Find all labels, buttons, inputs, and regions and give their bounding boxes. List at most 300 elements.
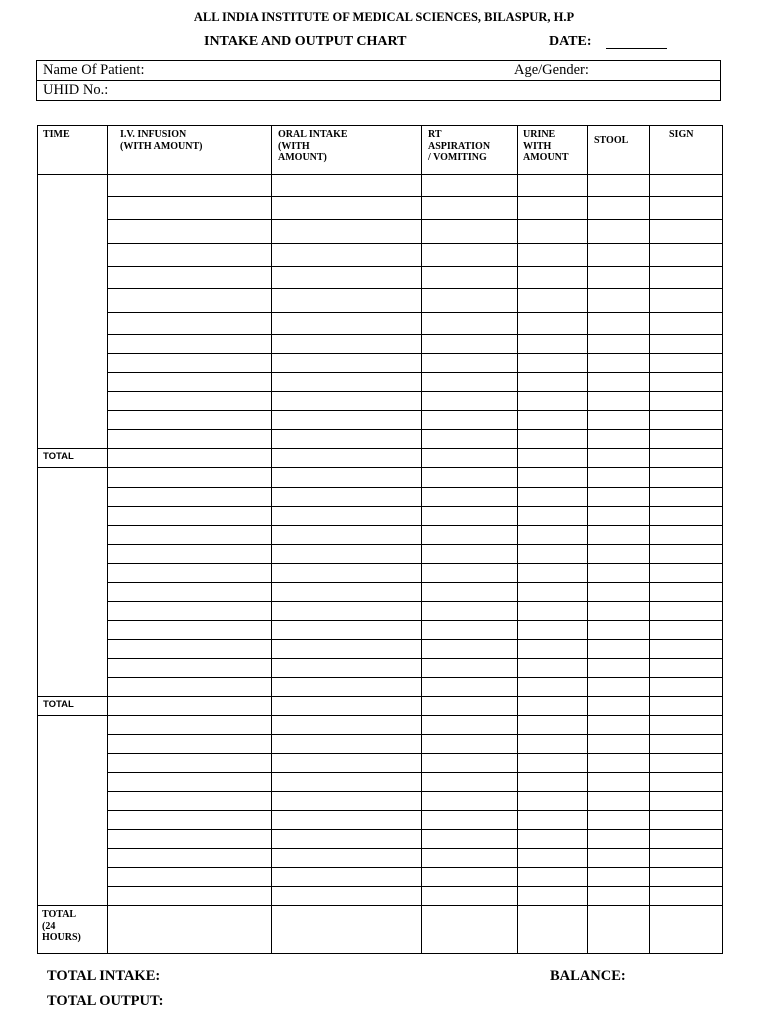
entry-cell[interactable] (588, 373, 650, 392)
column-header-time (38, 126, 108, 175)
entry-cell[interactable] (272, 354, 422, 373)
total-cell[interactable] (650, 906, 723, 954)
entry-cell[interactable] (272, 811, 422, 830)
entry-cell[interactable] (650, 244, 723, 267)
entry-cell[interactable] (108, 868, 272, 887)
entry-cell[interactable] (518, 754, 588, 773)
entry-cell[interactable] (108, 175, 272, 197)
entry-cell[interactable] (108, 267, 272, 289)
entry-cell[interactable] (650, 197, 723, 220)
entry-cell[interactable] (650, 659, 723, 678)
entry-cell[interactable] (272, 526, 422, 545)
entry-cell[interactable] (108, 244, 272, 267)
entry-cell[interactable] (650, 411, 723, 430)
table-row (38, 659, 723, 678)
total-intake-label: TOTAL INTAKE: (47, 968, 161, 984)
entry-cell[interactable] (272, 564, 422, 583)
age-gender-label: Age/Gender: (514, 62, 589, 78)
entry-cell[interactable] (422, 735, 518, 754)
total-cell[interactable] (422, 906, 518, 954)
entry-cell[interactable] (108, 507, 272, 526)
entry-cell[interactable] (108, 564, 272, 583)
column-header-oral-intake (272, 126, 422, 175)
entry-cell[interactable] (588, 887, 650, 906)
entry-cell[interactable] (518, 289, 588, 313)
entry-cell[interactable] (108, 773, 272, 792)
entry-cell[interactable] (650, 335, 723, 354)
entry-cell[interactable] (108, 411, 272, 430)
entry-cell[interactable] (518, 175, 588, 197)
total-row (38, 697, 723, 716)
total-24-hours-text: HOURS) (42, 932, 81, 943)
entry-cell[interactable] (518, 313, 588, 335)
entry-cell[interactable] (650, 830, 723, 849)
table-row (38, 411, 723, 430)
entry-cell[interactable] (272, 468, 422, 488)
entry-cell[interactable] (650, 392, 723, 411)
entry-cell[interactable] (108, 678, 272, 697)
entry-cell[interactable] (518, 468, 588, 488)
total-cell[interactable] (272, 697, 422, 716)
entry-cell[interactable] (650, 583, 723, 602)
entry-cell[interactable] (422, 868, 518, 887)
table-row (38, 373, 723, 392)
entry-cell[interactable] (272, 373, 422, 392)
table-row (38, 289, 723, 313)
entry-cell[interactable] (588, 545, 650, 564)
entry-cell[interactable] (272, 335, 422, 354)
entry-cell[interactable] (422, 678, 518, 697)
total-24-hours-text: TOTAL (42, 909, 77, 920)
entry-cell[interactable] (518, 583, 588, 602)
table-row (38, 830, 723, 849)
entry-cell[interactable] (588, 526, 650, 545)
entry-cell[interactable] (650, 602, 723, 621)
column-header-text: URINE (523, 129, 556, 140)
entry-cell[interactable] (650, 267, 723, 289)
entry-cell[interactable] (272, 175, 422, 197)
total-row (38, 449, 723, 468)
entry-cell[interactable] (272, 773, 422, 792)
entry-cell[interactable] (588, 830, 650, 849)
entry-cell[interactable] (108, 313, 272, 335)
entry-cell[interactable] (108, 545, 272, 564)
total-cell[interactable] (422, 449, 518, 468)
total-cell[interactable] (588, 906, 650, 954)
chart-title: INTAKE AND OUTPUT CHART (204, 34, 407, 49)
entry-cell[interactable] (588, 678, 650, 697)
column-header-sign (650, 126, 723, 175)
entry-cell[interactable] (588, 197, 650, 220)
entry-cell[interactable] (108, 354, 272, 373)
entry-cell[interactable] (422, 887, 518, 906)
entry-cell[interactable] (108, 887, 272, 906)
entry-cell[interactable] (422, 545, 518, 564)
entry-cell[interactable] (108, 735, 272, 754)
entry-cell[interactable] (422, 220, 518, 244)
entry-cell[interactable] (588, 564, 650, 583)
table-row (38, 887, 723, 906)
table-row (38, 621, 723, 640)
entry-cell[interactable] (588, 313, 650, 335)
entry-cell[interactable] (588, 621, 650, 640)
column-header-text: / VOMITING (428, 152, 487, 163)
entry-cell[interactable] (650, 430, 723, 449)
column-header-text: RT (428, 129, 442, 140)
entry-cell[interactable] (272, 392, 422, 411)
total-cell[interactable] (108, 449, 272, 468)
entry-cell[interactable] (650, 507, 723, 526)
column-header-text: STOOL (594, 135, 629, 146)
entry-cell[interactable] (272, 621, 422, 640)
table-row (38, 545, 723, 564)
entry-cell[interactable] (422, 716, 518, 735)
table-row (38, 392, 723, 411)
entry-cell[interactable] (650, 716, 723, 735)
entry-cell[interactable] (588, 754, 650, 773)
total-cell[interactable] (108, 697, 272, 716)
entry-cell[interactable] (272, 507, 422, 526)
table-row (38, 868, 723, 887)
table-row (38, 716, 723, 735)
entry-cell[interactable] (108, 716, 272, 735)
entry-cell[interactable] (650, 545, 723, 564)
entry-cell[interactable] (422, 175, 518, 197)
entry-cell[interactable] (588, 289, 650, 313)
entry-cell[interactable] (518, 430, 588, 449)
total-cell[interactable] (518, 906, 588, 954)
entry-cell[interactable] (588, 244, 650, 267)
entry-cell[interactable] (272, 197, 422, 220)
column-header-text: AMOUNT (523, 152, 569, 163)
entry-cell[interactable] (422, 811, 518, 830)
entry-cell[interactable] (422, 430, 518, 449)
entry-cell[interactable] (650, 488, 723, 507)
entry-cell[interactable] (272, 583, 422, 602)
entry-cell[interactable] (272, 868, 422, 887)
entry-cell[interactable] (650, 792, 723, 811)
time-cell[interactable] (38, 468, 108, 697)
entry-cell[interactable] (650, 849, 723, 868)
entry-cell[interactable] (650, 678, 723, 697)
table-row (38, 526, 723, 545)
entry-cell[interactable] (650, 735, 723, 754)
table-row (38, 335, 723, 354)
entry-cell[interactable] (650, 313, 723, 335)
entry-cell[interactable] (588, 868, 650, 887)
entry-cell[interactable] (422, 754, 518, 773)
column-header-text: SIGN (669, 129, 694, 140)
entry-cell[interactable] (108, 392, 272, 411)
entry-cell[interactable] (518, 354, 588, 373)
column-header-text: WITH (523, 140, 552, 152)
table-row (38, 849, 723, 868)
entry-cell[interactable] (272, 545, 422, 564)
column-header-urine (518, 126, 588, 175)
entry-cell[interactable] (588, 792, 650, 811)
entry-cell[interactable] (518, 868, 588, 887)
entry-cell[interactable] (518, 220, 588, 244)
entry-cell[interactable] (518, 267, 588, 289)
entry-cell[interactable] (518, 887, 588, 906)
entry-cell[interactable] (518, 335, 588, 354)
table-row (38, 602, 723, 621)
entry-cell[interactable] (588, 411, 650, 430)
entry-cell[interactable] (422, 564, 518, 583)
entry-cell[interactable] (422, 354, 518, 373)
entry-cell[interactable] (422, 468, 518, 488)
entry-cell[interactable] (422, 335, 518, 354)
table-row (38, 773, 723, 792)
entry-cell[interactable] (272, 244, 422, 267)
total-cell[interactable] (588, 697, 650, 716)
table-row (38, 468, 723, 488)
table-row (38, 754, 723, 773)
entry-cell[interactable] (272, 602, 422, 621)
entry-cell[interactable] (272, 678, 422, 697)
entry-cell[interactable] (272, 887, 422, 906)
entry-cell[interactable] (588, 430, 650, 449)
entry-cell[interactable] (272, 830, 422, 849)
entry-cell[interactable] (518, 564, 588, 583)
entry-cell[interactable] (650, 220, 723, 244)
entry-cell[interactable] (422, 602, 518, 621)
table-header-row (38, 126, 723, 175)
patient-info-box (36, 60, 721, 101)
total-24-hours-text: (24 (42, 920, 56, 932)
entry-cell[interactable] (518, 392, 588, 411)
total-cell[interactable] (272, 449, 422, 468)
entry-cell[interactable] (422, 289, 518, 313)
entry-cell[interactable] (422, 507, 518, 526)
entry-cell[interactable] (650, 175, 723, 197)
entry-cell[interactable] (518, 621, 588, 640)
entry-cell[interactable] (108, 849, 272, 868)
entry-cell[interactable] (518, 659, 588, 678)
entry-cell[interactable] (588, 602, 650, 621)
time-cell[interactable] (38, 175, 108, 449)
entry-cell[interactable] (518, 411, 588, 430)
entry-cell[interactable] (108, 526, 272, 545)
entry-cell[interactable] (650, 754, 723, 773)
entry-cell[interactable] (272, 659, 422, 678)
entry-cell[interactable] (272, 430, 422, 449)
table-row (38, 583, 723, 602)
entry-cell[interactable] (272, 716, 422, 735)
entry-cell[interactable] (108, 754, 272, 773)
column-header-text: AMOUNT) (278, 152, 327, 163)
entry-cell[interactable] (650, 868, 723, 887)
entry-cell[interactable] (422, 659, 518, 678)
date-field[interactable] (606, 48, 667, 49)
total-cell[interactable] (518, 449, 588, 468)
entry-cell[interactable] (108, 430, 272, 449)
entry-cell[interactable] (108, 621, 272, 640)
entry-cell[interactable] (422, 526, 518, 545)
entry-cell[interactable] (518, 773, 588, 792)
entry-cell[interactable] (422, 488, 518, 507)
intake-output-table (37, 125, 723, 954)
entry-cell[interactable] (272, 313, 422, 335)
total-cell[interactable] (272, 906, 422, 954)
entry-cell[interactable] (588, 811, 650, 830)
entry-cell[interactable] (422, 792, 518, 811)
entry-cell[interactable] (518, 678, 588, 697)
total-cell[interactable] (650, 697, 723, 716)
entry-cell[interactable] (422, 621, 518, 640)
entry-cell[interactable] (272, 411, 422, 430)
entry-cell[interactable] (422, 411, 518, 430)
entry-cell[interactable] (588, 716, 650, 735)
entry-cell[interactable] (650, 526, 723, 545)
entry-cell[interactable] (108, 792, 272, 811)
entry-cell[interactable] (422, 640, 518, 659)
entry-cell[interactable] (422, 583, 518, 602)
entry-cell[interactable] (588, 175, 650, 197)
time-cell[interactable] (38, 716, 108, 906)
entry-cell[interactable] (272, 488, 422, 507)
column-header-text: (WITH (278, 140, 310, 152)
entry-cell[interactable] (588, 583, 650, 602)
entry-cell[interactable] (422, 849, 518, 868)
column-header-text: ASPIRATION (428, 140, 491, 152)
entry-cell[interactable] (518, 197, 588, 220)
entry-cell[interactable] (108, 640, 272, 659)
entry-cell[interactable] (108, 811, 272, 830)
entry-cell[interactable] (650, 887, 723, 906)
entry-cell[interactable] (272, 640, 422, 659)
entry-cell[interactable] (588, 507, 650, 526)
entry-cell[interactable] (518, 849, 588, 868)
column-header-text: I.V. INFUSION (120, 129, 187, 140)
entry-cell[interactable] (588, 488, 650, 507)
total-cell[interactable] (422, 697, 518, 716)
entry-cell[interactable] (588, 354, 650, 373)
entry-cell[interactable] (518, 244, 588, 267)
table-row (38, 488, 723, 507)
entry-cell[interactable] (588, 773, 650, 792)
column-header-text: ORAL INTAKE (278, 129, 348, 140)
entry-cell[interactable] (272, 792, 422, 811)
entry-cell[interactable] (108, 659, 272, 678)
column-header-iv-infusion (108, 126, 272, 175)
entry-cell[interactable] (650, 811, 723, 830)
table-row (38, 354, 723, 373)
entry-cell[interactable] (108, 468, 272, 488)
table-row (38, 197, 723, 220)
uhid-label: UHID No.: (43, 82, 109, 98)
entry-cell[interactable] (588, 220, 650, 244)
entry-cell[interactable] (588, 335, 650, 354)
date-label: DATE: (549, 34, 592, 49)
entry-cell[interactable] (422, 244, 518, 267)
entry-cell[interactable] (650, 640, 723, 659)
entry-cell[interactable] (108, 373, 272, 392)
entry-cell[interactable] (518, 792, 588, 811)
total-24-hours-label (38, 906, 108, 954)
entry-cell[interactable] (272, 220, 422, 244)
total-cell[interactable] (650, 449, 723, 468)
total-label: TOTAL (38, 697, 108, 716)
entry-cell[interactable] (422, 392, 518, 411)
entry-cell[interactable] (588, 849, 650, 868)
entry-cell[interactable] (650, 468, 723, 488)
total-cell[interactable] (108, 906, 272, 954)
column-header-rt-aspiration (422, 126, 518, 175)
entry-cell[interactable] (422, 773, 518, 792)
entry-cell[interactable] (272, 754, 422, 773)
entry-cell[interactable] (272, 735, 422, 754)
total-output-label: TOTAL OUTPUT: (47, 993, 164, 1009)
entry-cell[interactable] (422, 197, 518, 220)
entry-cell[interactable] (518, 488, 588, 507)
entry-cell[interactable] (108, 602, 272, 621)
entry-cell[interactable] (650, 373, 723, 392)
entry-cell[interactable] (518, 735, 588, 754)
column-header-stool (588, 126, 650, 175)
table-row (38, 507, 723, 526)
entry-cell[interactable] (518, 373, 588, 392)
entry-cell[interactable] (518, 507, 588, 526)
entry-cell[interactable] (422, 373, 518, 392)
entry-cell[interactable] (422, 830, 518, 849)
entry-cell[interactable] (518, 716, 588, 735)
entry-cell[interactable] (422, 313, 518, 335)
entry-cell[interactable] (588, 468, 650, 488)
entry-cell[interactable] (108, 335, 272, 354)
entry-cell[interactable] (518, 545, 588, 564)
entry-cell[interactable] (518, 640, 588, 659)
entry-cell[interactable] (272, 267, 422, 289)
table-row (38, 175, 723, 197)
column-header-text: TIME (43, 129, 70, 140)
table-row (38, 267, 723, 289)
entry-cell[interactable] (650, 289, 723, 313)
entry-cell[interactable] (588, 267, 650, 289)
entry-cell[interactable] (650, 564, 723, 583)
entry-cell[interactable] (650, 621, 723, 640)
entry-cell[interactable] (518, 602, 588, 621)
total-cell[interactable] (518, 697, 588, 716)
entry-cell[interactable] (518, 830, 588, 849)
entry-cell[interactable] (588, 735, 650, 754)
entry-cell[interactable] (518, 811, 588, 830)
entry-cell[interactable] (108, 289, 272, 313)
entry-cell[interactable] (272, 289, 422, 313)
balance-label: BALANCE: (550, 968, 626, 984)
entry-cell[interactable] (108, 830, 272, 849)
entry-cell[interactable] (588, 659, 650, 678)
entry-cell[interactable] (272, 849, 422, 868)
table-row (38, 244, 723, 267)
entry-cell[interactable] (588, 640, 650, 659)
entry-cell[interactable] (588, 392, 650, 411)
entry-cell[interactable] (108, 488, 272, 507)
entry-cell[interactable] (108, 220, 272, 244)
patient-name-label: Name Of Patient: (43, 62, 145, 78)
total-cell[interactable] (588, 449, 650, 468)
table-row (38, 430, 723, 449)
entry-cell[interactable] (422, 267, 518, 289)
patient-name-row (37, 61, 720, 81)
total-label: TOTAL (38, 449, 108, 468)
entry-cell[interactable] (518, 526, 588, 545)
entry-cell[interactable] (108, 197, 272, 220)
entry-cell[interactable] (650, 354, 723, 373)
entry-cell[interactable] (108, 583, 272, 602)
column-header-text: (WITH AMOUNT) (120, 140, 203, 152)
entry-cell[interactable] (650, 773, 723, 792)
